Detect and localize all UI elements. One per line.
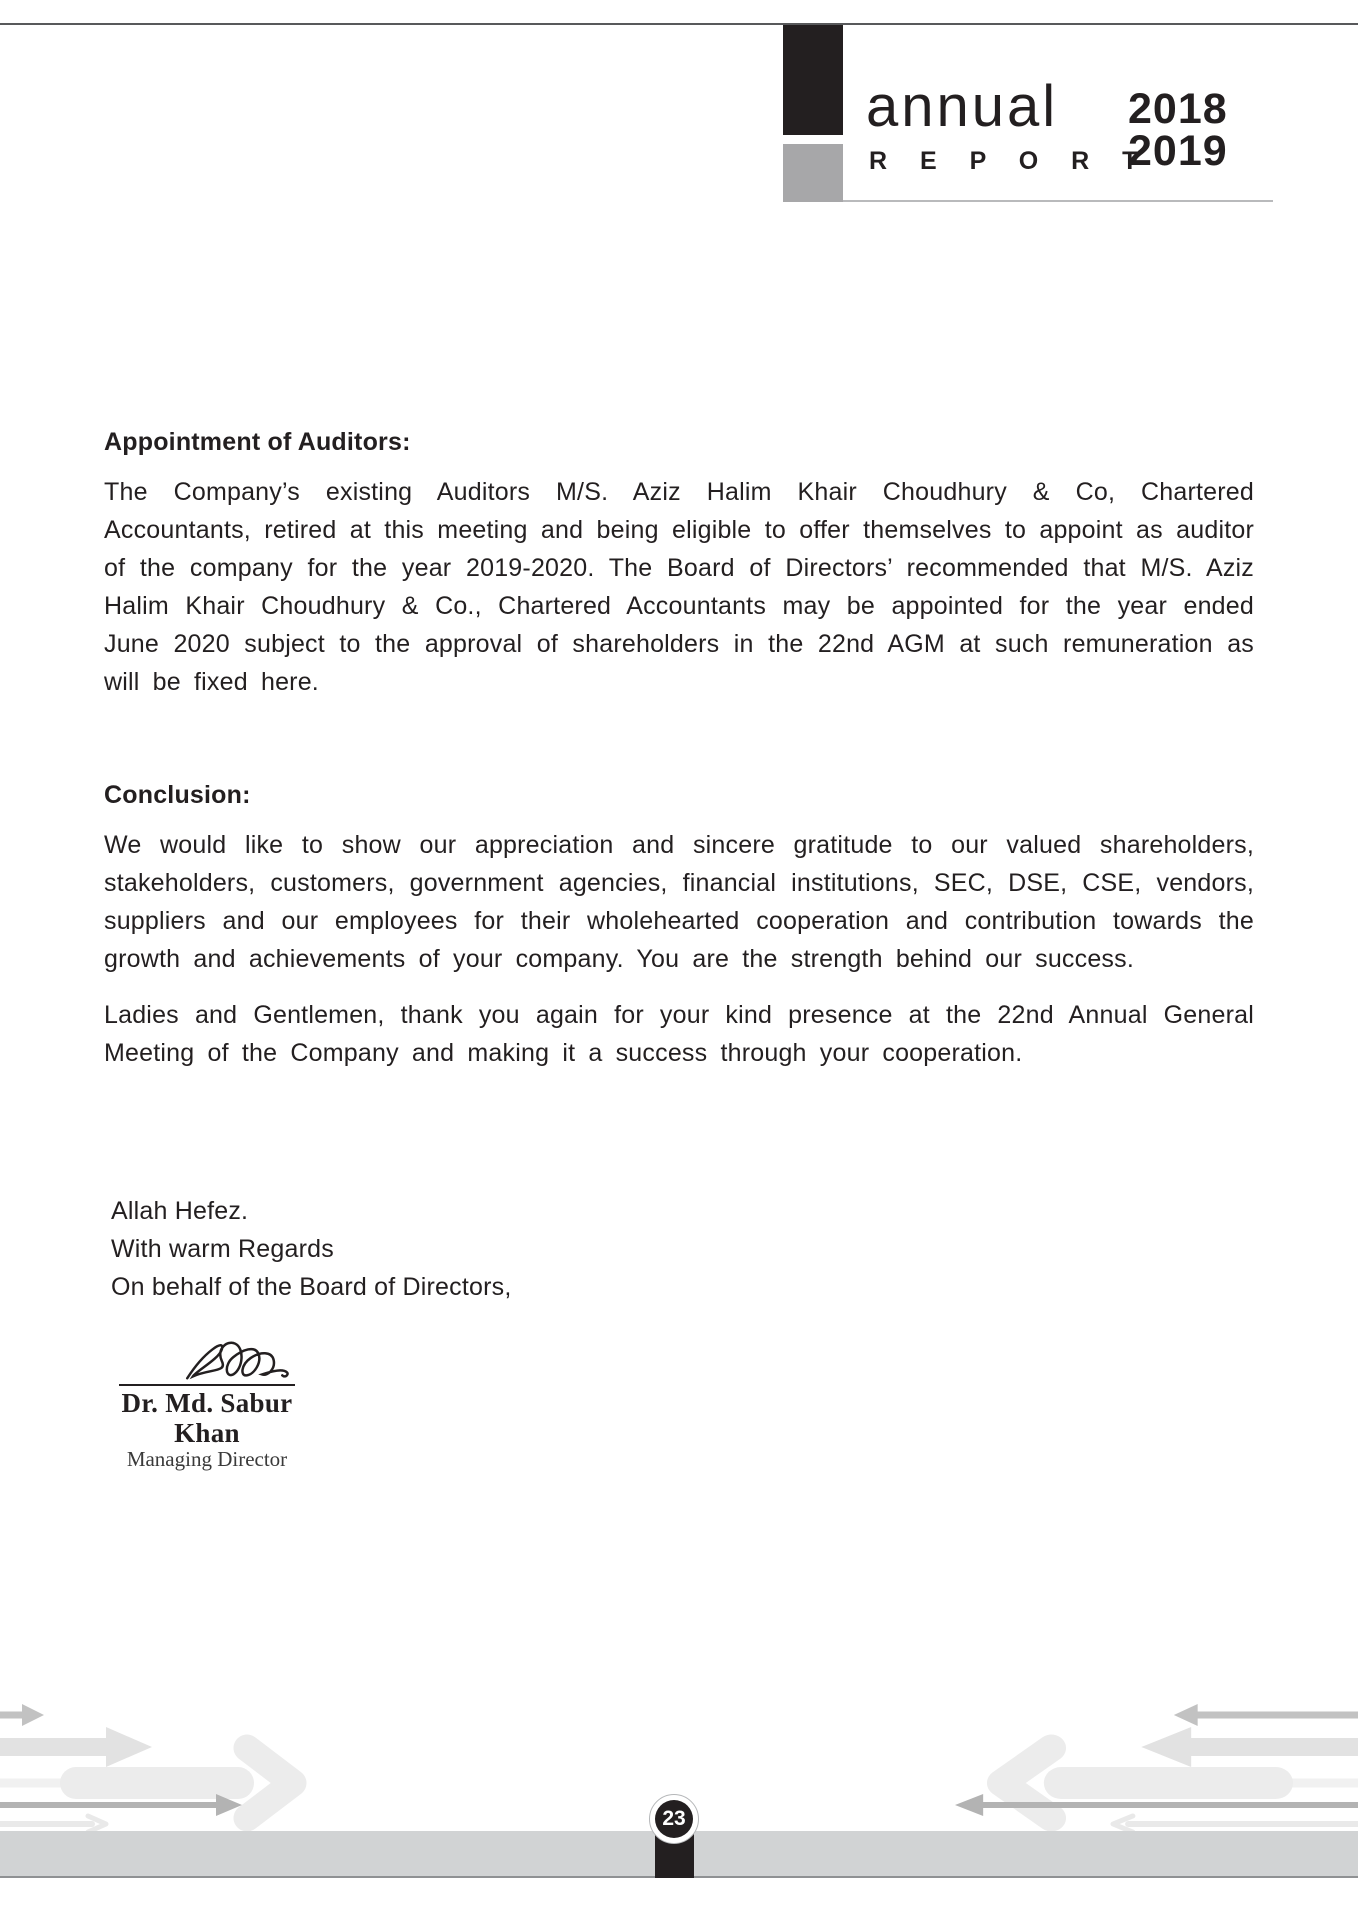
closing-block	[111, 1192, 511, 1306]
signatory-name: Dr. Md. Sabur Khan	[121, 1388, 293, 1448]
signature-rule	[119, 1384, 295, 1386]
arrows-left-decoration	[0, 1695, 420, 1835]
paragraph-conclusion-1: We would like to show our appreciation and sincere gratitude to our valued shareholders, stakeholders, customers, government agencies, financial institutions, SEC, DSE, CSE, vendors, suppliers and our employees for their wholehearted cooperation and contribution towards the growth and achievements of your company. You are the strength behind our success.	[104, 831, 1254, 973]
paragraph-conclusion-2: Ladies and Gentlemen, thank you again for your kind presence at the 22nd Annual General Meeting of the Company and making it a success through your cooperation.	[104, 1001, 1254, 1067]
logo-title: annual	[866, 74, 1059, 139]
logo-underline-rule	[843, 200, 1273, 202]
signatory-title: Managing Director	[126, 1447, 288, 1471]
page-number: 23	[655, 1800, 693, 1838]
signature-scribble-icon	[183, 1336, 299, 1384]
logo-subtitle: R E P O R T	[869, 147, 1151, 175]
logo-year-bottom: 2019	[1128, 127, 1228, 175]
arrows-right-decoration	[903, 1695, 1358, 1835]
closing-line-3: On behalf of the Board of Directors,	[111, 1273, 512, 1301]
top-rule	[0, 23, 1358, 25]
closing-line-1: Allah Hefez.	[111, 1197, 249, 1225]
section-heading-conclusion: Conclusion:	[104, 781, 251, 809]
section-heading-auditors: Appointment of Auditors:	[104, 428, 411, 456]
closing-line-2: With warm Regards	[111, 1235, 334, 1263]
page-number-badge	[649, 1794, 699, 1844]
paragraph-auditors: The Company’s existing Auditors M/S. Aziz Halim Khair Choudhury & Co, Chartered Accountants, retired at this meeting and being eligible to offer themselves to appoint as auditor of the company for the year 2019-2020. The Board of Directors’ recommended that M/S. Aziz Halim Khair Choudhury & Co., Chartered Accountants may be appointed for the year ended June 2020 subject to the approval of shareholders in the 22nd AGM at such remuneration as will be fixed here.	[104, 478, 1254, 696]
logo-gray-square	[783, 144, 843, 202]
logo-black-square	[783, 25, 843, 135]
document-body	[104, 428, 1254, 1072]
logo-year-top: 2018	[1128, 85, 1228, 133]
signature-block	[105, 1336, 309, 1471]
logo-years	[1128, 85, 1228, 175]
